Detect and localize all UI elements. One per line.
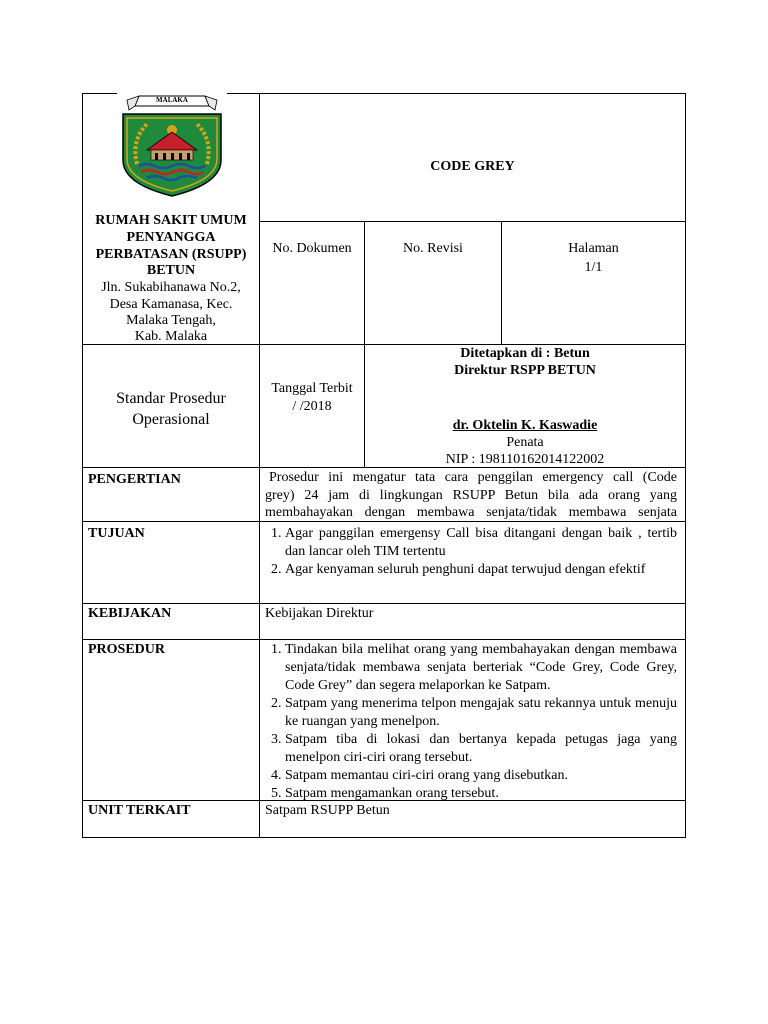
- issue-date-label: Tanggal Terbit: [271, 381, 353, 396]
- signatory-name: dr. Oktelin K. Kaswadie: [452, 418, 598, 433]
- hospital-name-line: PENYANGGA: [126, 230, 216, 245]
- director-line: Direktur RSPP BETUN: [454, 363, 596, 378]
- table-border-left: [82, 93, 83, 838]
- pengertian-label: PENGERTIAN: [88, 472, 181, 487]
- address-line: Kab. Malaka: [134, 329, 208, 344]
- kebijakan-text: Kebijakan Direktur: [265, 606, 374, 621]
- signatory-rank: Penata: [506, 435, 544, 450]
- tujuan-list: [265, 525, 677, 579]
- list-item: 2. Agar kenyaman seluruh penghuni dapat terwujud dengan efektif: [285, 561, 677, 579]
- table-rule: [82, 639, 686, 640]
- established-line: Ditetapkan di : Betun: [460, 346, 590, 361]
- list-item: 5. Satpam mengamankan orang tersebut.: [285, 785, 677, 803]
- address-line: Desa Kamanasa, Kec.: [109, 297, 233, 312]
- unit-terkait-text: Satpam RSUPP Betun: [265, 803, 390, 818]
- address-line: Malaka Tengah,: [126, 313, 216, 328]
- list-item: 1. Agar panggilan emergensy Call bisa ditangani dengan baik , tertib dan lancar oleh TIM tertentu: [285, 525, 677, 561]
- kebijakan-label: KEBIJAKAN: [88, 606, 172, 621]
- list-item: 3. Satpam tiba di lokasi dan bertanya kepada petugas jaga yang menelpon ciri-ciri orang tersebut.: [285, 731, 677, 767]
- sop-label-line: Standar Prosedur: [116, 390, 226, 407]
- hospital-name-line: BETUN: [146, 263, 196, 278]
- pengertian-line: grey) 24 jam di lingkungan RSUPP Betun bila ada orang yang: [265, 488, 677, 503]
- prosedur-list: [265, 641, 677, 803]
- unit-terkait-label: UNIT TERKAIT: [88, 803, 191, 818]
- hospital-name-line: PERBATASAN (RSUPP): [95, 247, 247, 262]
- table-rule: [82, 603, 686, 604]
- address-line: Jln. Sukabihanawa No.2,: [101, 280, 241, 295]
- document-title: CODE GREY: [430, 159, 515, 174]
- table-border-bottom: [82, 837, 686, 838]
- list-item: 4. Satpam memantau ciri-ciri orang yang disebutkan.: [285, 767, 677, 785]
- list-item: 2. Satpam yang menerima telpon mengajak satu rekannya untuk menuju ke ruangan yang menelpon.: [285, 695, 677, 731]
- list-item: 1. Tindakan bila melihat orang yang membahayakan dengan membawa senjata/tidak membawa senjata berteriak “Code Grey, Code Grey, Code Grey” dan segera melaporkan ke Satpam.: [285, 641, 677, 695]
- sop-label-line: Operasional: [132, 411, 210, 428]
- tujuan-label: TUJUAN: [88, 526, 145, 541]
- signatory-nip: NIP : 198110162014122002: [445, 452, 605, 467]
- pengertian-line: Prosedur ini mengatur tata cara penggilan emergency call (Code: [269, 470, 677, 485]
- malaka-emblem-logo: [117, 92, 227, 198]
- hospital-name-line: RUMAH SAKIT UMUM: [95, 213, 247, 228]
- page-value: 1/1: [584, 260, 603, 275]
- table-border-right: [685, 93, 686, 838]
- prosedur-label: PROSEDUR: [88, 642, 166, 657]
- emblem-label: MALAKA: [156, 96, 188, 104]
- table-rule: [259, 221, 686, 222]
- pengertian-line: membahayakan dengan membawa senjata/tidak membawa senjata: [265, 505, 677, 520]
- issue-date-value: / /2018: [292, 399, 332, 414]
- doc-number-label: No. Dokumen: [272, 241, 352, 256]
- page-label: Halaman: [568, 241, 619, 256]
- revision-label: No. Revisi: [403, 241, 463, 256]
- table-rule: [259, 93, 260, 838]
